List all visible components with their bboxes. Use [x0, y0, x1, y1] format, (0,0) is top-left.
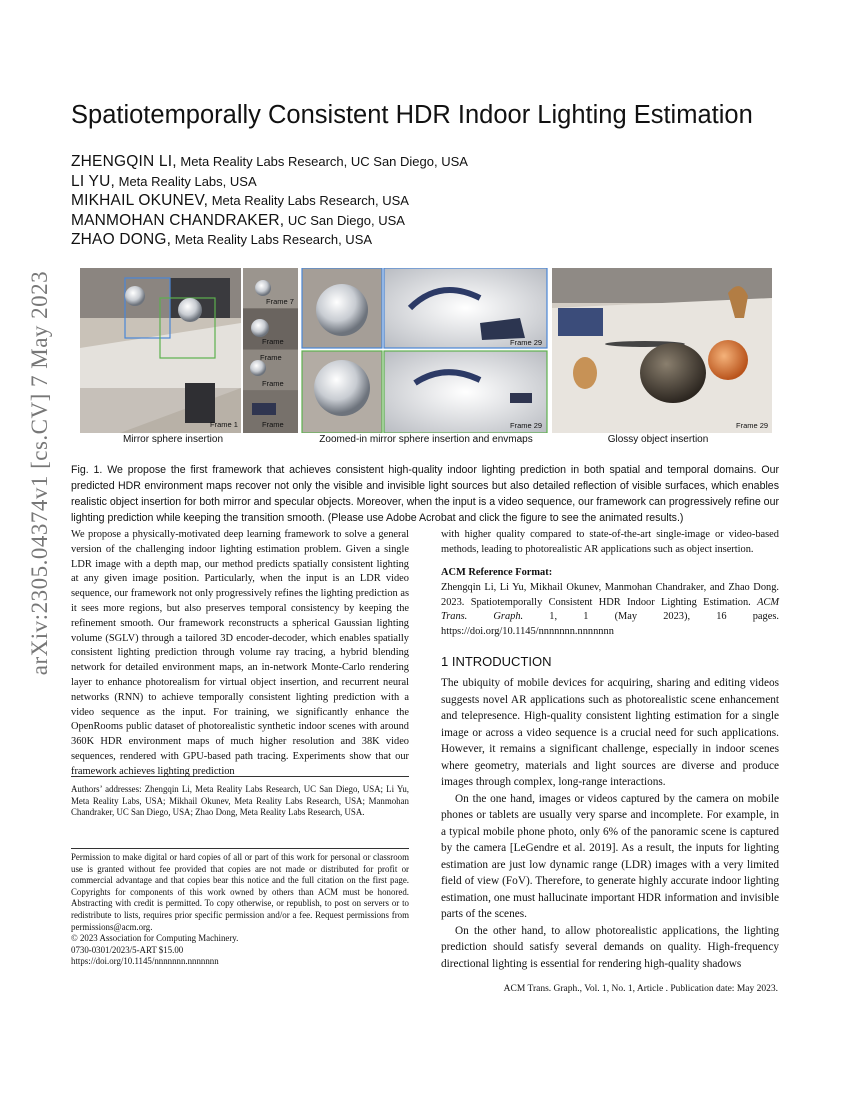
frame-label: Frame [262, 379, 284, 388]
arxiv-identifier: arXiv:2305.04374v1 [cs.CV] 7 May 2023 [27, 270, 52, 676]
frame-strip [243, 268, 298, 433]
separator-line [71, 848, 409, 849]
page-footer: ACM Trans. Graph., Vol. 1, No. 1, Article . Publication date: May 2023. [503, 984, 778, 994]
teaser-figure [80, 268, 772, 433]
abstract-continued: with higher quality compared to state-of-the-art single-image or video-based methods, leading to photorealistic AR applications such as object insertion. [441, 529, 779, 555]
acm-reference-journal: ACM Trans. Graph. [441, 596, 779, 623]
doi-line: https://doi.org/10.1145/nnnnnnn.nnnnnnn [71, 956, 219, 967]
frame-label: Frame [260, 353, 282, 362]
introduction-body [441, 675, 779, 972]
acm-reference-body: Zhengqin Li, Li Yu, Mikhail Okunev, Manmohan Chandraker, and Zhao Dong. 2023. Spatiotemporally Consistent HDR Indoor Lighting Estimation. [441, 581, 779, 608]
author-name: LI YU, [71, 172, 115, 190]
frame-label: Frame [262, 420, 284, 429]
acm-reference [441, 566, 779, 640]
author-entry [71, 191, 468, 211]
acm-reference-pages: 1, 1 (May 2023), 16 pages. https://doi.org/10.1145/nnnnnnn.nnnnnnn [441, 611, 779, 638]
author-name: MIKHAIL OKUNEV, [71, 192, 209, 209]
panel-caption-envmaps: Zoomed-in mirror sphere insertion and envmaps [319, 434, 533, 445]
author-name: ZHENGQIN LI, [71, 153, 177, 170]
author-entry [71, 211, 468, 231]
frame-label: Frame [262, 337, 284, 346]
issn-line: 0730-0301/2023/5-ART $15.00 [71, 944, 184, 955]
frame-label: Frame 1 [210, 420, 238, 429]
author-affiliation: Meta Reality Labs Research, USA [208, 193, 409, 208]
author-affiliation: UC San Diego, USA [284, 212, 405, 228]
author-entry [71, 152, 468, 172]
paper-title: Spatiotemporally Consistent HDR Indoor Lighting Estimation [71, 101, 753, 129]
separator-line [71, 776, 409, 777]
author-affiliation: Meta Reality Labs Research, USA [171, 232, 373, 247]
author-affiliation: Meta Reality Labs, USA [115, 173, 257, 189]
author-name: ZHAO DONG, [71, 231, 172, 248]
intro-paragraph: On the one hand, images or videos captured by the camera on mobile phones or tablets are usually very sparse and incomplete. For example, in a typical mobile phone photo, only 6% of the panoramic scene is captured by the camera [LeGendre et al. 2019]. As a result, the inputs for lighting estimation are just low dynamic range (LDR) images with a very limited field of view (FoV). Therefore, to generate highly accurate indoor lighting estimation, one must hallucinate important HDR information and invisible parts of the scenes. [441, 792, 779, 920]
acm-reference-heading: ACM Reference Format: [441, 567, 553, 578]
envmap-panel [302, 268, 547, 433]
figure-caption: Fig. 1. We propose the first framework that achieves consistent high-quality indoor lighting prediction in both spatial and temporal domains. Our predicted HDR environment maps recover not only the visible and invisible light sources but also detailed reflection of visible surfaces, which enables realistic object insertion for both mirror and specular objects. Moreover, when the input is a video sequence, our framework can progressively refine our lighting prediction while keeping the transition smooth. (Please use Adobe Acrobat and click the figure to see the animated results.) [71, 464, 779, 524]
frame-label: Frame 29 [510, 421, 543, 430]
glossy-object-panel [552, 268, 772, 433]
abstract: We propose a physically-motivated deep learning framework to solve a general version of the challenging indoor lighting estimation problem. Given a single LDR image with a depth map, our method predicts spatially consistent lighting at any given image position. Particularly, when the input is an LDR video sequence, our framework not only progressively refines the lighting prediction as it sees more regions, but also preserves temporal consistency by keeping the refinement smooth. Our framework reconstructs a spherical Gaussian lighting volume (SGLV) through a tailored 3D encoder-decoder, which enables spatially consistent lighting prediction through volume ray tracing, a hybrid blending network for detailed environment maps, an in-network Monte-Carlo rendering layer to enhance photorealism for virtual object insertion, and recurrent neural networks (RNN) to achieve temporally consistent lighting prediction with a video sequence as the input. For training, we significantly enhance the OpenRooms public dataset of photorealistic synthetic indoor scenes with around 360K HDR environment maps of much higher resolution and 38K video sequences, rendered with GPU-based path tracing. Experiments show that our framework achieves lighting prediction [71, 529, 409, 777]
panel-caption-glossy: Glossy object insertion [607, 434, 709, 445]
frame-label: Frame 29 [736, 421, 769, 430]
mirror-sphere-panel [80, 268, 241, 433]
author-list [71, 152, 468, 250]
left-column [71, 528, 409, 780]
copyright-line: © 2023 Association for Computing Machinery. [71, 933, 239, 944]
author-addresses: Authors’ addresses: Zhengqin Li, Meta Reality Labs Research, UC San Diego, USA; Li Yu, Meta Reality Labs, USA; Mikhail Okunev, Meta Reality Labs Research, USA; Manmohan Chandraker, UC San Diego, USA; Zhao Dong, Meta Reality Labs Research, USA. [71, 784, 409, 818]
intro-paragraph: The ubiquity of mobile devices for acquiring, sharing and editing videos suggests novel AR applications such as photorealistic scene enhancement and telepresence. High-quality consistent lighting estimation for a single image or across a video sequence is a crucial need for such applications. However, it remains a significant challenge, especially in indoor scenes where geometry, materials and light sources are diverse and produce images through complex, long-range interactions. [441, 677, 779, 788]
panel-caption-mirror: Mirror sphere insertion [122, 434, 224, 445]
author-affiliation: Meta Reality Labs Research, UC San Diego, USA [176, 154, 468, 169]
permission-text: Permission to make digital or hard copies of all or part of this work for personal or classroom use is granted without fee provided that copies are not made or distributed for profit or commercial advantage and that copies bear this notice and the full citation on the first page. Copyrights for components of this work owned by others than ACM must be honored. Abstracting with credit is permitted. To copy otherwise, or republish, to post on servers or to redistribute to lists, requires prior specific permission and/or a fee. Request permissions from permissions@acm.org. [71, 852, 409, 932]
author-name: MANMOHAN CHANDRAKER, [71, 211, 285, 229]
frame-label: Frame 29 [510, 338, 543, 347]
author-entry [71, 230, 468, 250]
permission-block [71, 852, 409, 968]
intro-paragraph: On the other hand, to allow photorealistic applications, the lighting prediction should satisfy several demands on quality. High-frequency directional lighting is essential for rendering high-quality shadows [441, 924, 779, 970]
author-entry [71, 172, 468, 192]
section-heading-introduction: 1 INTRODUCTION [441, 654, 552, 669]
frame-label: Frame 7 [266, 297, 294, 306]
acm-reference-text [441, 581, 779, 640]
